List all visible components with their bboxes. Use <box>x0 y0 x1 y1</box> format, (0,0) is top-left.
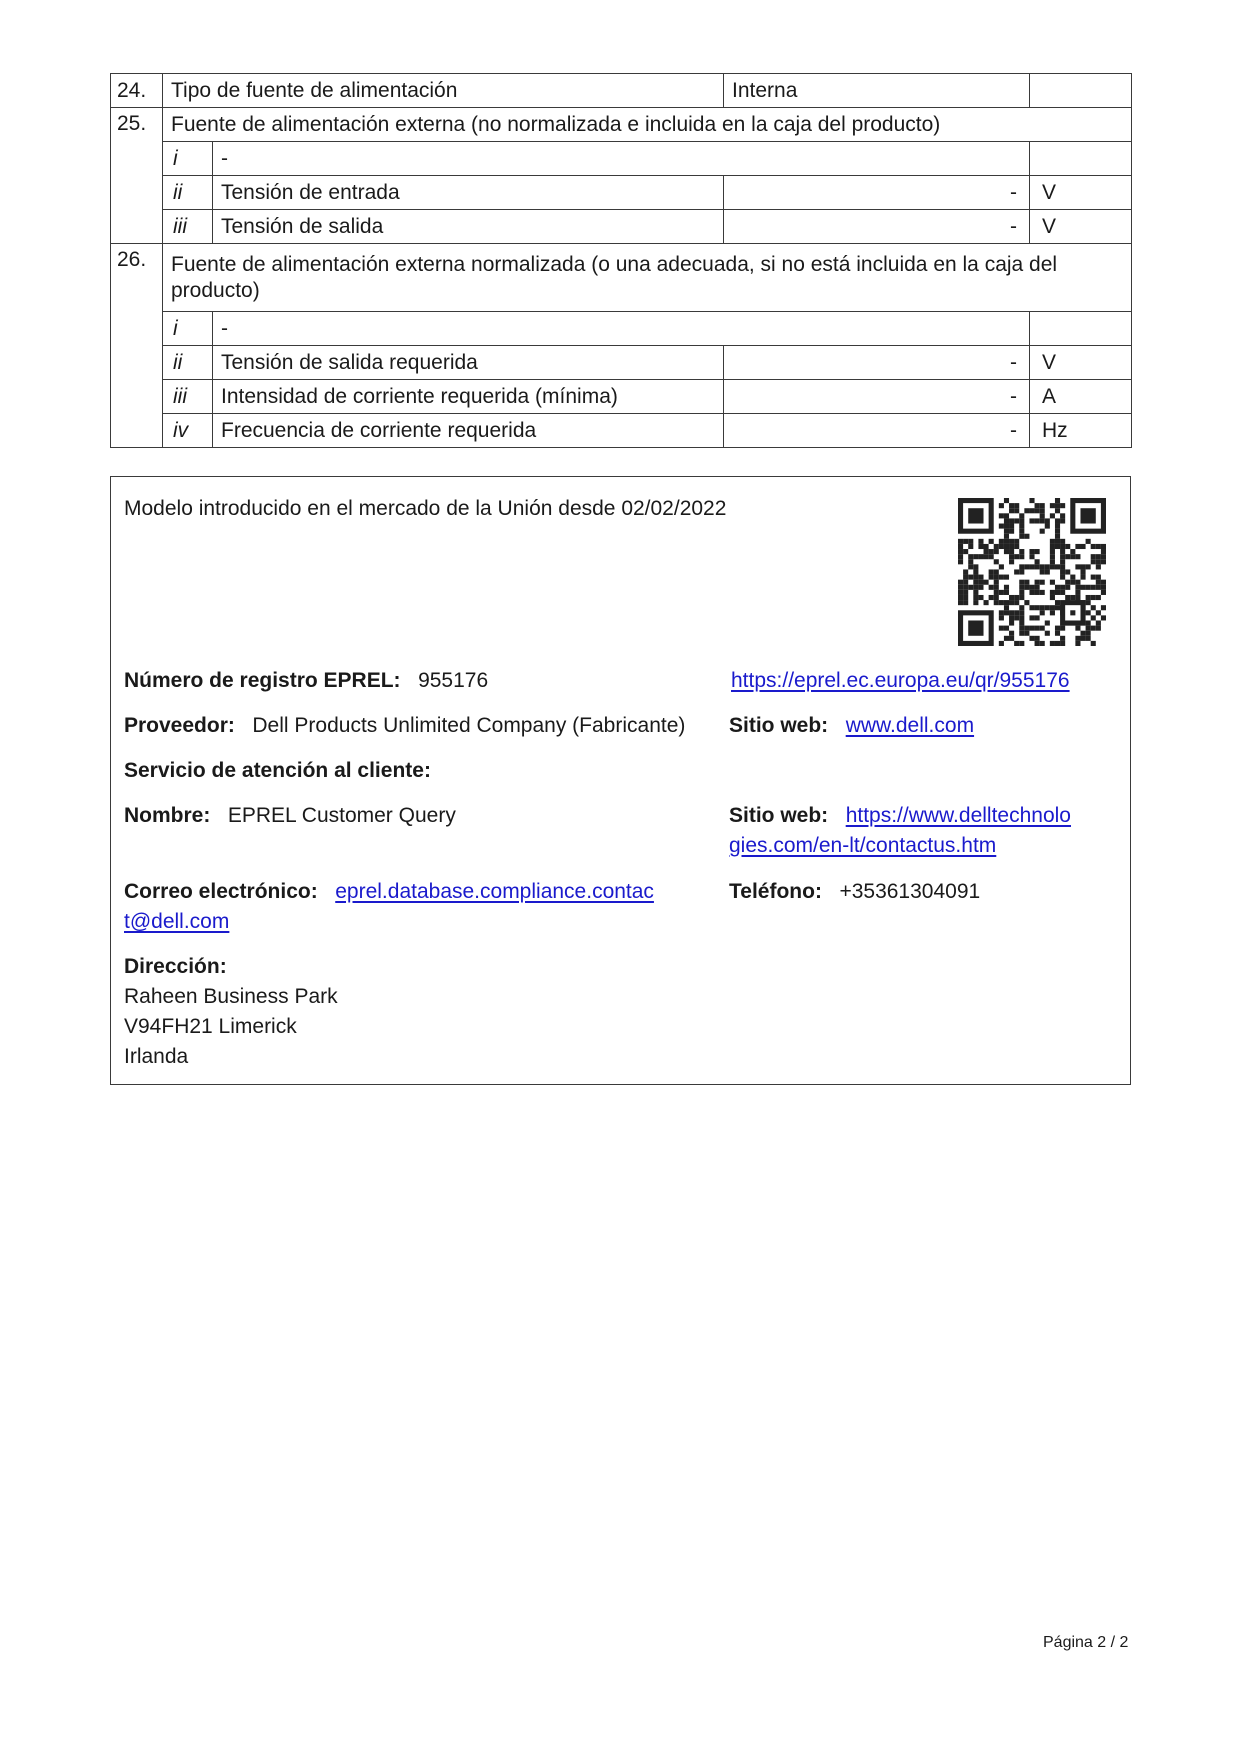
table-row <box>111 346 1132 380</box>
row-unit: V <box>1030 176 1132 210</box>
roman-index: iii <box>163 210 213 244</box>
phone-row <box>729 877 980 907</box>
website-link[interactable]: www.dell.com <box>845 714 975 737</box>
row-label: Frecuencia de corriente requerida <box>213 414 724 448</box>
row-label: Intensidad de corriente requerida (mínima) <box>213 380 724 414</box>
table-row <box>111 244 1132 312</box>
row-value: - <box>724 176 1030 210</box>
phone-label: Teléfono: <box>729 880 822 903</box>
row-number: 26. <box>111 244 163 448</box>
row-number: 24. <box>111 74 163 108</box>
row-unit <box>1030 312 1132 346</box>
table-row <box>111 142 1132 176</box>
eprel-qr-link[interactable]: https://eprel.ec.europa.eu/qr/955176 <box>731 669 1070 692</box>
customer-service-heading <box>124 756 431 786</box>
contact-website-link-cont[interactable]: gies.com/en-lt/contactus.htm <box>729 834 997 857</box>
supplier-info-box <box>110 476 1131 1085</box>
row-unit: A <box>1030 380 1132 414</box>
table-row <box>111 210 1132 244</box>
row-value: - <box>724 414 1030 448</box>
market-intro: Modelo introducido en el mercado de la Unión desde 02/02/2022 <box>124 497 727 520</box>
roman-index: iv <box>163 414 213 448</box>
contact-website-link[interactable]: https://www.delltechnolo <box>845 804 1071 827</box>
spec-table <box>110 73 1132 448</box>
section-title: Fuente de alimentación externa normalizada (o una adecuada, si no está incluida en la caja del producto) <box>163 244 1132 312</box>
roman-index: i <box>163 142 213 176</box>
table-row <box>111 176 1132 210</box>
website-row <box>729 711 974 741</box>
row-label: Tipo de fuente de alimentación <box>163 74 724 108</box>
supplier-row <box>124 711 685 741</box>
eprel-value: 955176 <box>418 669 489 692</box>
row-label: Tensión de salida requerida <box>213 346 724 380</box>
row-number: 25. <box>111 108 163 244</box>
contact-name-label: Nombre: <box>124 804 211 827</box>
table-row <box>111 414 1132 448</box>
row-unit: Hz <box>1030 414 1132 448</box>
email-link-cont[interactable]: t@dell.com <box>124 910 230 933</box>
website-label: Sitio web: <box>729 714 829 737</box>
supplier-label: Proveedor: <box>124 714 235 737</box>
row-value: - <box>724 380 1030 414</box>
row-label: Tensión de entrada <box>213 176 724 210</box>
supplier-value: Dell Products Unlimited Company (Fabricante) <box>252 714 686 737</box>
section-title: Fuente de alimentación externa (no normalizada e incluida en la caja del producto) <box>163 108 1132 142</box>
roman-index: ii <box>163 346 213 380</box>
contact-name-value: EPREL Customer Query <box>227 804 456 827</box>
address-label: Dirección: <box>124 955 227 978</box>
email-label: Correo electrónico: <box>124 880 318 903</box>
address-block <box>124 952 338 1072</box>
roman-index: iii <box>163 380 213 414</box>
contact-name-row <box>124 801 456 831</box>
page-number: Página 2 / 2 <box>1043 1634 1129 1651</box>
row-value: Interna <box>724 74 1030 108</box>
table-row <box>111 380 1132 414</box>
row-label: Tensión de salida <box>213 210 724 244</box>
address-line: Raheen Business Park <box>124 985 338 1008</box>
eprel-registration <box>124 666 488 696</box>
row-unit <box>1030 74 1132 108</box>
email-row <box>124 877 654 937</box>
roman-index: ii <box>163 176 213 210</box>
table-row <box>111 74 1132 108</box>
address-line: V94FH21 Limerick <box>124 1015 297 1038</box>
contact-website-row <box>729 801 1071 861</box>
row-label: - <box>213 142 1030 176</box>
row-unit: V <box>1030 346 1132 380</box>
customer-service-label: Servicio de atención al cliente: <box>124 759 431 782</box>
row-unit <box>1030 142 1132 176</box>
table-row <box>111 312 1132 346</box>
table-row <box>111 108 1132 142</box>
phone-value: +35361304091 <box>839 880 981 903</box>
contact-website-label: Sitio web: <box>729 804 829 827</box>
email-link[interactable]: eprel.database.compliance.contac <box>335 880 654 903</box>
row-value: - <box>724 346 1030 380</box>
qr-code-icon[interactable] <box>958 498 1106 646</box>
row-value: - <box>724 210 1030 244</box>
eprel-label: Número de registro EPREL: <box>124 669 401 692</box>
roman-index: i <box>163 312 213 346</box>
row-label: - <box>213 312 1030 346</box>
row-unit: V <box>1030 210 1132 244</box>
address-line: Irlanda <box>124 1045 189 1068</box>
